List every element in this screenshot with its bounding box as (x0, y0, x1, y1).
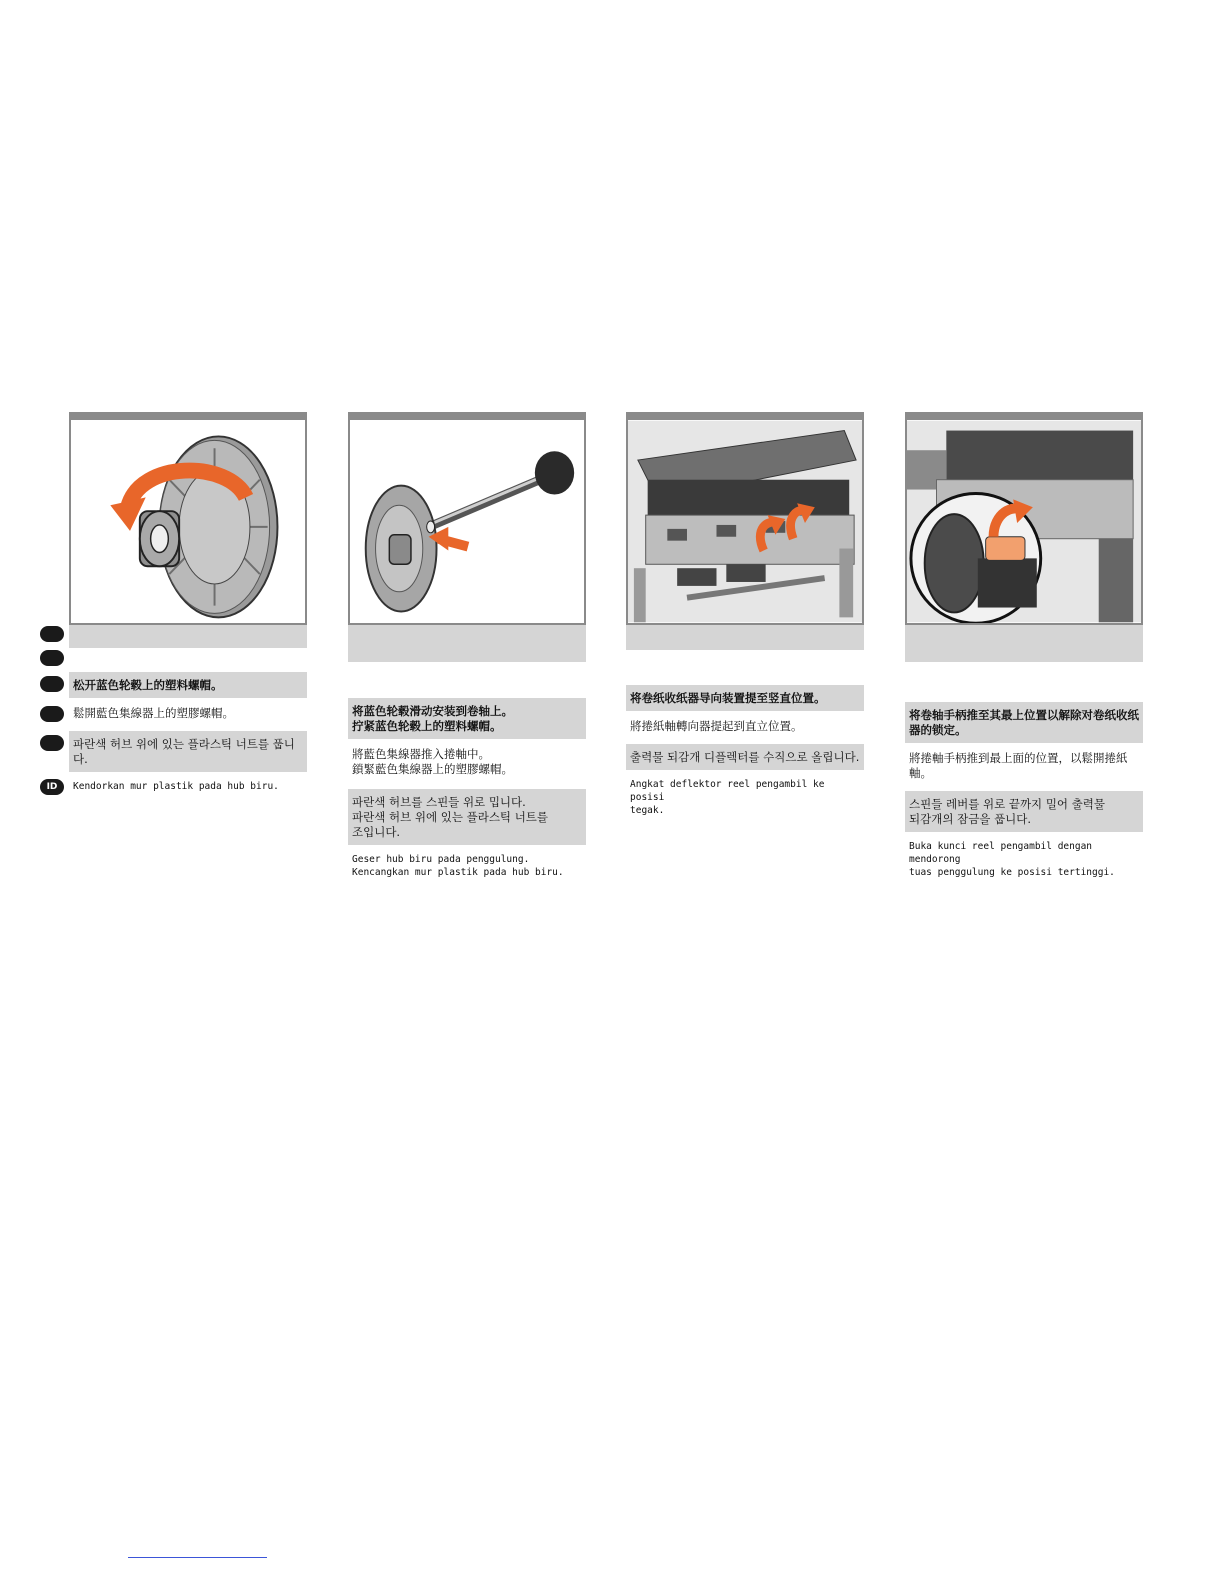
language-badge: ID (40, 779, 64, 795)
instruction-id: Angkat deflektor reel pengambil ke posisi tegak. (630, 779, 825, 816)
lang-row-zh-tw (69, 706, 307, 721)
header-bar (626, 625, 864, 650)
language-badge (40, 626, 64, 642)
step-2 (348, 412, 586, 879)
printer-lever-image (907, 420, 1141, 623)
instruction-ko: 스핀들 레버를 위로 끝까지 밀어 출력물 되감개의 잠금을 풉니다. (905, 791, 1143, 832)
instruction-id: Kendorkan mur plastik pada hub biru. (73, 781, 279, 792)
lang-row-blank (69, 656, 307, 672)
step-3 (626, 412, 864, 817)
printer-illustration (905, 412, 1143, 625)
header-bar (348, 625, 586, 662)
instruction-zh-cn: 将卷轴手柄推至其最上位置以解除对卷纸收纸 器的锁定。 (905, 702, 1143, 743)
instruction-zh-cn: 将卷纸收纸器导向装置提至竖直位置。 (626, 685, 864, 711)
language-badge (40, 650, 64, 666)
spindle-illustration (348, 412, 586, 625)
instruction-zh-tw: 將捲紙軸轉向器提起到直立位置。 (630, 719, 803, 733)
instruction-zh-cn: 松开蓝色轮毂上的塑料螺帽。 (69, 672, 307, 698)
lang-row-ko (69, 731, 307, 772)
hub-on-spindle-image (350, 420, 584, 623)
instruction-zh-tw: 將藍色集線器推入捲軸中。 鎖緊藍色集線器上的塑膠螺帽。 (352, 747, 513, 776)
hub-illustration (69, 412, 307, 625)
step-4 (905, 412, 1143, 879)
language-badge (40, 706, 64, 722)
instruction-ko: 파란색 허브를 스핀들 위로 밉니다. 파란색 허브 위에 있는 플라스틱 너트를 조입니다. (348, 789, 586, 845)
header-bar (69, 625, 307, 648)
header-bar (905, 625, 1143, 662)
step-1 (46, 412, 307, 793)
instruction-zh-tw: 鬆開藍色集線器上的塑膠螺帽。 (73, 706, 234, 720)
footer-rule (128, 1557, 267, 1558)
lang-row-id (46, 780, 307, 793)
lang-row-zh-cn (69, 672, 307, 698)
language-badge (40, 735, 64, 751)
instruction-id: Geser hub biru pada penggulung. Kencangkan mur plastik pada hub biru. (352, 854, 564, 878)
instruction-ko: 파란색 허브 위에 있는 플라스틱 너트를 풉니다. (69, 731, 307, 772)
printer-illustration (626, 412, 864, 625)
printer-deflector-image (628, 420, 862, 623)
instruction-id: Buka kunci reel pengambil dengan mendorong tuas penggulung ke posisi tertinggi. (909, 841, 1115, 878)
instruction-zh-cn: 将蓝色轮毂滑动安装到卷轴上。 拧紧蓝色轮毂上的塑料螺帽。 (348, 698, 586, 739)
instruction-zh-tw: 將捲軸手柄推到最上面的位置，以鬆開捲紙軸。 (909, 751, 1128, 780)
hub-nut-loosen-image (71, 420, 305, 623)
language-badge (40, 676, 64, 692)
instruction-ko: 출력물 되감개 디플렉터를 수직으로 올립니다. (626, 744, 864, 770)
